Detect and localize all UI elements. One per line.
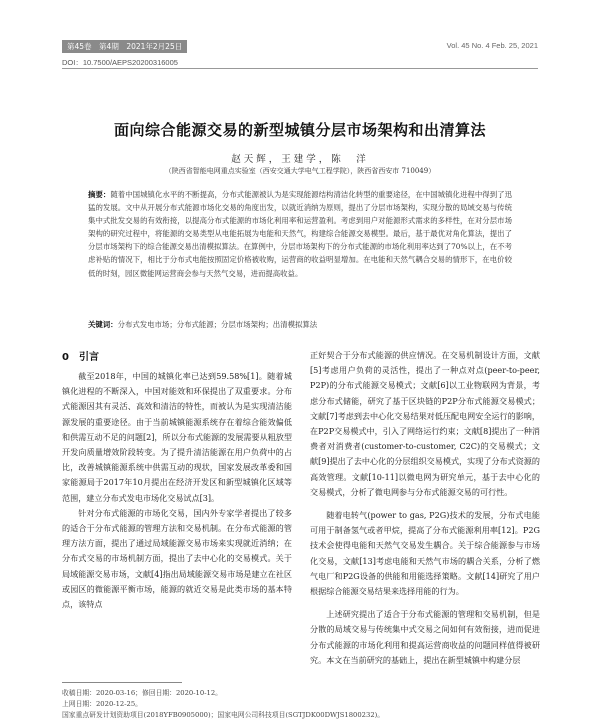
abstract-text: 随着中国城镇化水平的不断提高，分布式能源被认为是实现能源结构清洁化转型的重要途径，在中国城镇化进程中得到了迅猛的发展。文中从开展分布式能源市场化交易的角度出发，以就近消纳为原则，提出了分层市场架构，实现分散的局域交易与传统集中式批发交易的有效衔接，以提高分布式能源的市场化利用率和运营盈利。考虑到用户对能源形式需求的多样性，在对分层市场架构的研究过程中，将能源的交易类型从电能拓展为电能和天然气，构建综合能源交易模型。最后，基于最优对角化算法，提出了分层市场架构下的综合能源交易出清模拟算法。在算例中，分层市场架构下的分布式能源的市场化利用率达到了70%以上，在不考虑补贴的情况下，相比于分布式电能按照固定价格被收购，运营商的收益明显增加。在电能和天然气耦合交易的情形下，在电价较低的时刻，园区微能网运营商会参与天然气交易，进而提高收益。 [88, 190, 512, 278]
abstract [88, 188, 512, 280]
volume-badge: 第45卷 第4期 2021年2月25日 [62, 40, 187, 53]
header-rule [62, 68, 538, 69]
keywords [88, 319, 512, 330]
paper-title: 面向综合能源交易的新型城镇分层市场架构和出清算法 [113, 121, 486, 139]
body-paragraph: 截至2018年，中国的城镇化率已达到59.58%[1]。随着城镇化进程的不断深入，中国对能效和环保提出了双重要求。分布式能源因其有灵活、高效和清洁的特性，而被认为是实现清洁能源发展的重要途径。由于当前城镇能源系统存在着综合能效偏低和供需互动不足的问题[2]，所以分布式能源的发展需要从粗放型开发向质量增效阶段转变。为了提升清洁能源在用户负荷中的占比，改善城镇能源系统中供需互动的现状，国家发展改革委和国家能源局于2017年10月提出在经济开发区和新型城镇化区域等范围，建立分布式发电市场化交易试点[3]。 [62, 371, 292, 503]
body-paragraph: 上述研究提出了适合于分布式能源的管理和交易机制，但是分散的局域交易与传统集中式交易之间如何有效衔接，进而促进分布式能源的市场化利用和提高运营商收益的问题同样值得被研究。本文在当前研究的基础上，提出在新型城镇中构建分层 [310, 609, 540, 665]
footnote-funding: 国家重点研发计划资助项目(2018YFB0905000)；国家电网公司科技项目(SGTJDK00DWJS1800232)。 [62, 711, 385, 719]
body-paragraph: 随着电转气(power to gas, P2G)技术的发展，分布式电能可用于制备氢气或者甲烷，提高了分布式能源利用率[12]。P2G技术会使得电能和天然气交易发生耦合。关于综合能源参与市场化交易，文献[13]考虑电能和天然气市场的耦合关系，分析了燃气电厂和P2G设备的供能和用能选择策略。文献[14]研究了用户根据综合能源交易结果来选择用能的行为。 [310, 510, 540, 597]
journal-header-left [62, 40, 187, 68]
body-column-right [310, 348, 540, 728]
section-heading: 0 引言 [62, 352, 99, 363]
footnotes [62, 688, 385, 721]
author-affiliation: （陕西省智能电网重点实验室（西安交通大学电气工程学院），陕西省西安市 710049） [164, 167, 436, 175]
footnote-received: 收稿日期：2020-03-16；修回日期：2020-10-12。 [62, 689, 222, 697]
body-paragraph: 针对分布式能源的市场化交易，国内外专家学者提出了较多的适合于分布式能源的管理方法和交易机制。在分布式能源的管理方法方面，提出了通过局域能源交易市场来实现就近消纳；在分布式交易的市场机制方面，提出了去中心化的交易模式。关于局域能源交易市场，文献[4]指出局域能源交易市场是建立在社区或园区的微能源平衡市场，能源的就近交易是此类市场的基本特点，该特点 [62, 507, 292, 610]
doi-line: DOI：10.7500/AEPS20200316005 [62, 58, 178, 67]
keywords-text: 分布式发电市场；分布式能源；分层市场架构；出清模拟算法 [117, 320, 318, 329]
paper-authors: 赵天辉，王建学，陈 洋 [231, 154, 369, 165]
keywords-label: 关键词： [88, 320, 118, 329]
footnote-rule [62, 682, 182, 683]
journal-volume-en: Vol. 45 No. 4 Feb. 25, 2021 [446, 41, 538, 50]
abstract-label: 摘要： [88, 190, 111, 199]
footnote-online: 上网日期：2020-12-25。 [62, 700, 142, 708]
body-paragraph: 正好契合于分布式能源的供应情况。在交易机制设计方面，文献[5]考虑用户负荷的灵活性，提出了一种点对点(peer-to-peer, P2P)的分布式能源交易模式；文献[6]以工业物联网为背景，考虑分布式储能，研究了基于区块链的P2P分布式能源交易模式；文献[7]考虑到去中心化交易结果对低压配电网安全运行的影响，在P2P交易模式中，引入了网络运行约束；文献[8]提出了一种消费者对消费者(customer-to-customer, C2C)的交易模式；文献[9]提出了去中心化的分层组织交易模式，实现了分布式资源的高效管理。文献[10-11]以微电网为研究单元，基于去中心化的交易模式，分析了微电网参与分布式能源交易的可行性。 [310, 350, 540, 497]
body-column-left [62, 369, 292, 675]
